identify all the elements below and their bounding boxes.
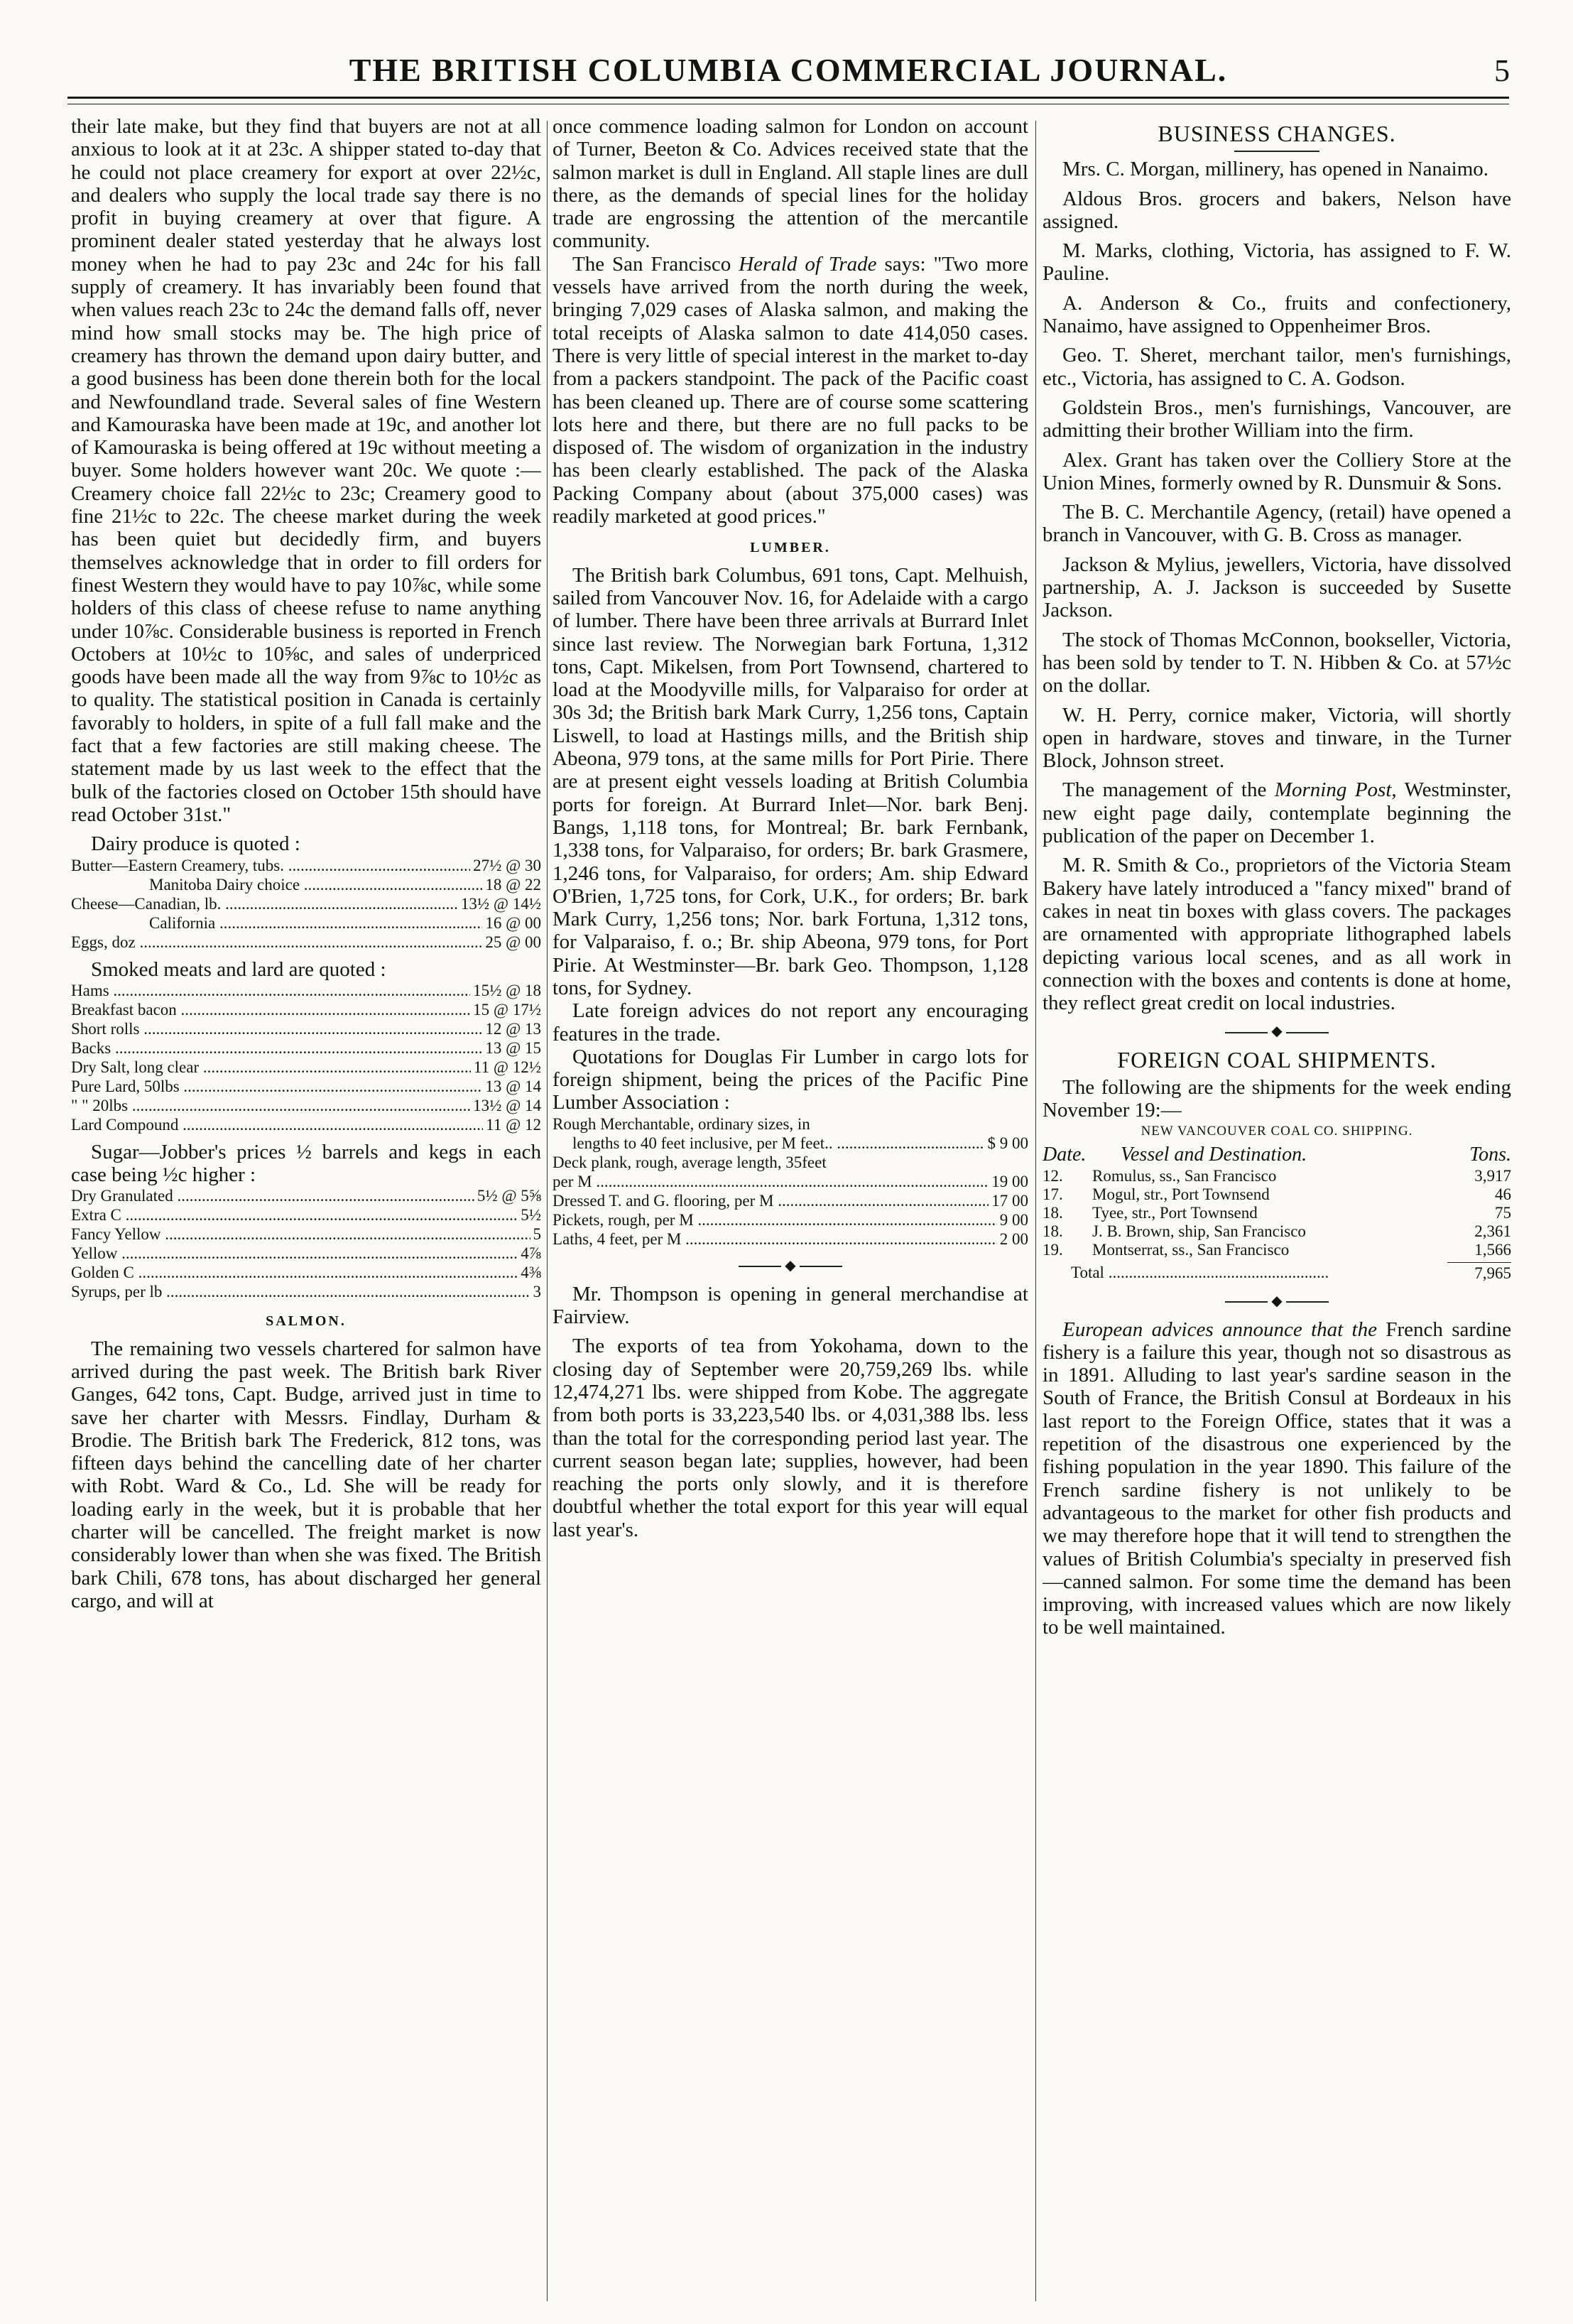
shipment-vessel: Tyee, str., Port Townsend bbox=[1092, 1203, 1258, 1222]
business-change-item: Jackson & Mylius, jewellers, Victoria, have dissolved partnership, A. J. Jackson is succeeded by Susette Jackson. bbox=[1043, 553, 1511, 622]
price-label: Manitoba Dairy choice ..... bbox=[71, 875, 482, 894]
price-label: Fancy Yellow ..... bbox=[71, 1225, 530, 1244]
coal-shipments-heading: FOREIGN COAL SHIPMENTS. bbox=[1117, 1047, 1437, 1073]
masthead bbox=[64, 48, 1513, 91]
meats-intro: Smoked meats and lard are quoted : bbox=[91, 957, 386, 981]
sugar-price-row bbox=[71, 1244, 541, 1263]
dairy-intro: Dairy produce is quoted : bbox=[91, 832, 300, 856]
shipment-vessel: J. B. Brown, ship, San Francisco bbox=[1092, 1222, 1306, 1240]
tea-exports-article: The exports of tea from Yokohama, down to the closing day of September were 20,759,269 lbs. while 12,474,271 lbs. were shipped from Kobe. The aggregate from both ports is 33,223,540 lbs. or 4,031,388 lbs. less than the total for the corresponding period last year. The current season began late; supplies, however, had been reaching the ports only slowly, and it is therefore doubtful whether the total export for this year will equal last year's. bbox=[553, 1335, 1028, 1541]
price-label: Pickets, rough, per M ..... bbox=[553, 1210, 997, 1229]
column-3 bbox=[1043, 115, 1511, 2296]
sardine-article: European advices announce that the French sardine fishery is a failure this year, though not so disastrous as in 1891. Alluding to last year's sardine season in the South of France, the British Consul at Bordeaux in his last report to the Foreign Office, states that it was a repetition of the disastrous one experienced by the fishing population in the year 1890. This failure of the French sardine fishery is not unlikely to be advantageous to the market for other fish products and we may therefore hope that it will tend to strengthen the values of British Columbia's specialty in preserved fish—canned salmon. For some time the demand has been improving, with increased values which are now likely to be well maintained. bbox=[1043, 1318, 1511, 1639]
lumber-deck-line: Deck plank, rough, average length, 35feet bbox=[553, 1153, 827, 1171]
butter-cheese-article: their late make, but they find that buyers are not at all anxious to look at it at 23c. A shipper stated to-day that he could not place creamery for export at over 22½c, and dealers who supply the local trade say there is no profit in buying creamery at over that figure. A prominent dealer stated yesterday that he always lost money when he had to pay 23c and 24c for his fall supply of creamery. It has invariably been found that when values reach 23c to 24c the demand falls off, never mind how small stocks may be. The high price of creamery has thrown the demand upon dairy butter, and a good business has been done therein both for the local and Newfoundland trade. Several sales of fine Western and Kamouraska have been made at 19c, and another lot of Kamouraska is being offered at 19c without meeting a buyer. Some holders however want 20c. We quote :—Creamery choice fall 22½c to 23c; Creamery good to fine 21½c to 22c. The cheese market during the week has been quiet but decidedly firm, and buyers themselves acknowledge that in order to fill orders for finest Western they would have to pay 10⅞c, while some holders of this class of cheese refuse to name anything under 10⅞c. Considerable business is reported in French Octobers at 10½c to 10⅝c, and sales of underpriced goods have been made all the way from 9⅞c to 10½c as to quality. The statistical position in Canada is certainly favorably to holders, in spite of a full fall make and the fact that a few factories are still making cheese. The statement made by us last week to the effect that the bulk of the factories closed on October 15th should have read October 31st." bbox=[71, 115, 541, 826]
shipment-date: 18. bbox=[1043, 1222, 1063, 1240]
dairy-price-table bbox=[71, 856, 541, 952]
price-label: Butter—Eastern Creamery, tubs. ..... bbox=[71, 856, 470, 875]
coal-shipment-row bbox=[1043, 1204, 1511, 1222]
meat-price-row bbox=[71, 1019, 541, 1038]
column-2 bbox=[553, 115, 1028, 2296]
price-label: Short rolls ..... bbox=[71, 1019, 482, 1038]
price-label: Dry Salt, long clear ..... bbox=[71, 1058, 471, 1077]
herald-of-trade-quote: The San Francisco Herald of Trade says: "Two more vessels have arrived from the north during the week, bringing 7,029 cases of Alaska salmon, and making the total receipts of Alaska salmon to date 414,050 cases. There is very little of special interest in the market to-day from a packers standpoint. The pack of the Pacific coast has been cleaned up. There are of course some scattering lots here and there, but there are no full packs to be disposed of. The wisdom of organization in the industry has been clearly established. The pack of the Alaska Packing Company about (about 375,000 cases) was readily marketed at good prices." bbox=[553, 252, 1028, 528]
shipment-tons: 3,917 bbox=[1474, 1166, 1511, 1185]
thompson-notice: Mr. Thompson is opening in general merchandise at Fairview. bbox=[553, 1282, 1028, 1329]
price-value: 15½ @ 18 bbox=[473, 981, 541, 999]
dairy-price-row bbox=[71, 913, 541, 933]
coal-table-header: Date. Vessel and Destination. Tons. bbox=[1043, 1144, 1511, 1166]
price-value: 11 @ 12½ bbox=[473, 1058, 541, 1076]
business-change-item: The B. C. Merchantile Agency, (retail) have opened a branch in Vancouver, with G. B. Cross as manager. bbox=[1043, 501, 1511, 547]
price-value: 19 00 bbox=[991, 1172, 1028, 1190]
page-number: 5 bbox=[1494, 53, 1510, 88]
shipment-date: 18. bbox=[1043, 1203, 1063, 1222]
price-value: 13 @ 14 bbox=[485, 1077, 541, 1095]
late-foreign-advices: Late foreign advices do not report any encouraging features in the trade. bbox=[553, 999, 1028, 1046]
meat-price-row bbox=[71, 1096, 541, 1115]
meat-price-row bbox=[71, 981, 541, 1000]
business-change-item: W. H. Perry, cornice maker, Victoria, will shortly open in hardware, stoves and tinware, in the Turner Block, Johnson street. bbox=[1043, 703, 1511, 773]
salmon-heading: SALMON. bbox=[266, 1313, 347, 1330]
coal-shipment-row bbox=[1043, 1241, 1511, 1259]
price-label: Eggs, doz ..... bbox=[71, 933, 482, 952]
price-value: 13½ @ 14 bbox=[473, 1096, 541, 1114]
price-value: 16 @ 00 bbox=[485, 913, 541, 932]
price-label: Breakfast bacon ..... bbox=[71, 1000, 470, 1019]
lumber-quotations-intro: Quotations for Douglas Fir Lumber in cargo lots for foreign shipment, being the prices of the Pacific Pine Lumber Association : bbox=[553, 1045, 1028, 1114]
section-ornament: ◆ bbox=[553, 1259, 1028, 1273]
shipment-tons: 75 bbox=[1495, 1203, 1511, 1222]
coal-shipments-table bbox=[1043, 1167, 1511, 1259]
meat-price-row bbox=[71, 1115, 541, 1134]
price-value: 5½ bbox=[521, 1206, 541, 1225]
shipment-tons: 2,361 bbox=[1474, 1222, 1511, 1240]
salmon-article: The remaining two vessels chartered for salmon have arrived during the past week. The British bark River Ganges, 642 tons, Capt. Budge, arrived just in time to save her charter with Messrs. Findlay, Durham & Brodie. The British bark The Frederick, 812 tons, was fifteen days behind the cancelling date of her charter with Robt. Ward & Co., Ld. She will be ready for loading early in the week, but it is probable that her charter will be cancelled. The freight market is now considerably lower than when she was fixed. The British bark Chili, 678 tons, has about discharged her general cargo, and will at bbox=[71, 1337, 541, 1612]
section-ornament: ◆ bbox=[1043, 1294, 1511, 1308]
business-change-item: Goldstein Bros., men's furnishings, Vancouver, are admitting their brother William into the firm. bbox=[1043, 396, 1511, 442]
sugar-price-row bbox=[71, 1282, 541, 1301]
price-value: 25 @ 00 bbox=[485, 933, 541, 951]
business-change-item: Mrs. C. Morgan, millinery, has opened in Nanaimo. bbox=[1062, 158, 1489, 181]
column-divider-1 bbox=[547, 121, 548, 2301]
meat-price-row bbox=[71, 1000, 541, 1019]
morning-post-title: Morning Post bbox=[1274, 778, 1392, 802]
dairy-price-row bbox=[71, 856, 541, 875]
price-label: Laths, 4 feet, per M ..... bbox=[553, 1229, 997, 1249]
column-1 bbox=[71, 115, 541, 2296]
shipment-vessel: Mogul, str., Port Townsend bbox=[1092, 1185, 1270, 1203]
bakery-notice: M. R. Smith & Co., proprietors of the Victoria Steam Bakery have lately introduced a "fancy mixed" brand of cakes in neat tin boxes with glass covers. The packages are ornamented with appropriate lithographed labels depicting various local scenes, and as all work in connection with the boxes and contents is done at home, they reflect great credit on local industries. bbox=[1043, 854, 1511, 1015]
business-change-item: M. Marks, clothing, Victoria, has assigned to F. W. Pauline. bbox=[1043, 239, 1511, 286]
shipment-vessel: Montserrat, ss., San Francisco bbox=[1092, 1240, 1290, 1259]
header-rule bbox=[67, 97, 1509, 99]
business-change-item: Alex. Grant has taken over the Colliery Store at the Union Mines, formerly owned by R. Dunsmuir & Sons. bbox=[1043, 448, 1511, 494]
price-label: Dry Granulated ..... bbox=[71, 1186, 474, 1205]
meat-price-table bbox=[71, 981, 541, 1134]
coal-total-row: Total ..... 7,965 bbox=[1043, 1262, 1511, 1284]
lumber-heading: LUMBER. bbox=[750, 540, 831, 556]
business-change-item: A. Anderson & Co., fruits and confectionery, Nanaimo, have assigned to Oppenheimer Bros. bbox=[1043, 291, 1511, 338]
sugar-price-table bbox=[71, 1186, 541, 1301]
price-value: 2 00 bbox=[999, 1229, 1028, 1248]
shipment-date: 17. bbox=[1043, 1185, 1063, 1203]
price-label: Extra C ..... bbox=[71, 1205, 518, 1225]
price-value: 13 @ 15 bbox=[485, 1038, 541, 1057]
shipment-date: 12. bbox=[1043, 1166, 1063, 1185]
morning-post-notice: The management of the Morning Post, Westminster, new eight page daily, contemplate beginning the publication of the paper on December 1. bbox=[1043, 778, 1511, 848]
sugar-price-row bbox=[71, 1225, 541, 1244]
sugar-price-row bbox=[71, 1263, 541, 1282]
price-value: 5½ @ 5⅝ bbox=[477, 1187, 541, 1205]
coal-shipment-row bbox=[1043, 1185, 1511, 1204]
dairy-price-row bbox=[71, 933, 541, 952]
coal-shipment-row bbox=[1043, 1222, 1511, 1241]
meat-price-row bbox=[71, 1038, 541, 1058]
price-value: 18 @ 22 bbox=[485, 875, 541, 894]
sugar-price-row bbox=[71, 1205, 541, 1225]
price-label: Pure Lard, 50lbs ..... bbox=[71, 1077, 482, 1096]
business-changes-heading: BUSINESS CHANGES. bbox=[1158, 121, 1396, 146]
price-value: 17 00 bbox=[991, 1191, 1028, 1210]
business-change-item: The stock of Thomas McConnon, bookseller, Victoria, has been sold by tender to T. N. Hibben & Co. at 57½c on the dollar. bbox=[1043, 628, 1511, 697]
price-value: 11 @ 12 bbox=[486, 1115, 541, 1134]
coal-intro: The following are the shipments for the week ending November 19:— bbox=[1043, 1075, 1511, 1122]
price-value: 9 00 bbox=[999, 1210, 1028, 1229]
lumber-rough-line: Rough Merchantable, ordinary sizes, in bbox=[553, 1114, 810, 1133]
lumber-rough-row: lengths to 40 feet inclusive, per M feet.. ..... $ 9 00 bbox=[553, 1134, 1028, 1153]
price-label: Cheese—Canadian, lb. ..... bbox=[71, 894, 458, 913]
lumber-price-row bbox=[553, 1229, 1028, 1249]
coal-shipment-row bbox=[1043, 1167, 1511, 1185]
shipment-vessel: Romulus, ss., San Francisco bbox=[1092, 1166, 1277, 1185]
lumber-price-table bbox=[553, 1172, 1028, 1249]
lumber-price-row bbox=[553, 1172, 1028, 1191]
price-value: 4⅞ bbox=[521, 1244, 541, 1263]
shipment-date: 19. bbox=[1043, 1240, 1063, 1259]
section-ornament: ◆ bbox=[1043, 1024, 1511, 1038]
price-label: Backs ..... bbox=[71, 1038, 482, 1058]
price-label: Hams ..... bbox=[71, 981, 470, 1000]
heading-rule bbox=[1234, 151, 1319, 152]
price-label: Lard Compound ..... bbox=[71, 1115, 483, 1134]
price-label: Yellow ..... bbox=[71, 1244, 518, 1263]
shipment-tons: 1,566 bbox=[1474, 1240, 1511, 1259]
dairy-price-row bbox=[71, 894, 541, 913]
business-changes-list bbox=[1043, 158, 1511, 772]
meat-price-row bbox=[71, 1077, 541, 1096]
column-divider-2 bbox=[1035, 121, 1036, 2301]
business-change-item: Aldous Bros. grocers and bakers, Nelson have assigned. bbox=[1043, 187, 1511, 233]
sugar-intro: Sugar—Jobber's prices ½ barrels and kegs in each case being ½c higher : bbox=[71, 1140, 541, 1187]
lumber-price-row bbox=[553, 1191, 1028, 1210]
business-change-item: Geo. T. Sheret, merchant tailor, men's furnishings, etc., Victoria, has assigned to C. A. Godson. bbox=[1043, 344, 1511, 390]
price-value: 4⅜ bbox=[521, 1264, 541, 1282]
price-label: per M ..... bbox=[553, 1172, 989, 1191]
meat-price-row bbox=[71, 1058, 541, 1077]
price-label: " " 20lbs ..... bbox=[71, 1096, 470, 1115]
salmon-continued: once commence loading salmon for London on account of Turner, Beeton & Co. Advices received state that the salmon market is dull in England. All staple lines are dull there, as the demands of special lines for the holiday trade are engrossing the attention of the mercantile community. bbox=[553, 115, 1028, 253]
price-value: 15 @ 17½ bbox=[473, 1000, 541, 1019]
price-label: California ..... bbox=[71, 913, 482, 933]
price-value: 27½ @ 30 bbox=[473, 856, 541, 874]
price-value: 13½ @ 14½ bbox=[460, 894, 541, 913]
shipment-tons: 46 bbox=[1495, 1185, 1511, 1203]
price-value: 3 bbox=[533, 1283, 541, 1301]
lumber-article: The British bark Columbus, 691 tons, Capt. Melhuish, sailed from Vancouver Nov. 16, for Adelaide with a cargo of lumber. There have been three arrivals at Burrard Inlet since last review. The Norwegian bark Fortuna, 1,312 tons, Capt. Mikelsen, from Port Townsend, chartered to load at the Moodyville mills, for Valparaiso for order at 30s 3d; the British bark Mark Curry, 1,256 tons, Captain Liswell, to load at Hastings mills, and the British ship Abeona, 979 tons, at the same mills for Port Pirie. There are at present eight vessels loading at British Columbia ports for foreign. At Burrard Inlet—Nor. bark Benj. Bangs, 1,118 tons, for Montreal; Br. bark Fernbank, 1,338 tons, for Valparaiso, for orders; Br. bark Grasmere, 1,246 tons, for Valparaiso, for orders; Am. ship Edward O'Brien, 1,725 tons, for Cork, U.K., for orders; Br. bark Mark Curry, 1,256 tons; Nor. bark Fortuna, 1,312 tons, for Valparaiso, f. o.; Br. ship Abeona, 979 tons, for Port Pirie. At Westminster—Br. bark Geo. Thompson, 1,128 tons, for Sydney. bbox=[553, 563, 1028, 999]
price-value: 5 bbox=[533, 1225, 541, 1244]
herald-of-trade-title: Herald of Trade bbox=[739, 252, 877, 276]
price-label: Golden C ..... bbox=[71, 1263, 518, 1282]
price-label: Dressed T. and G. flooring, per M ..... bbox=[553, 1191, 989, 1210]
journal-title: THE BRITISH COLUMBIA COMMERCIAL JOURNAL. bbox=[349, 52, 1228, 88]
sugar-price-row bbox=[71, 1186, 541, 1205]
lumber-price-row bbox=[553, 1210, 1028, 1229]
coal-company: NEW VANCOUVER COAL CO. SHIPPING. bbox=[1141, 1124, 1413, 1139]
price-value: 12 @ 13 bbox=[485, 1019, 541, 1038]
dairy-price-row bbox=[71, 875, 541, 894]
price-label: Syrups, per lb ..... bbox=[71, 1282, 530, 1301]
